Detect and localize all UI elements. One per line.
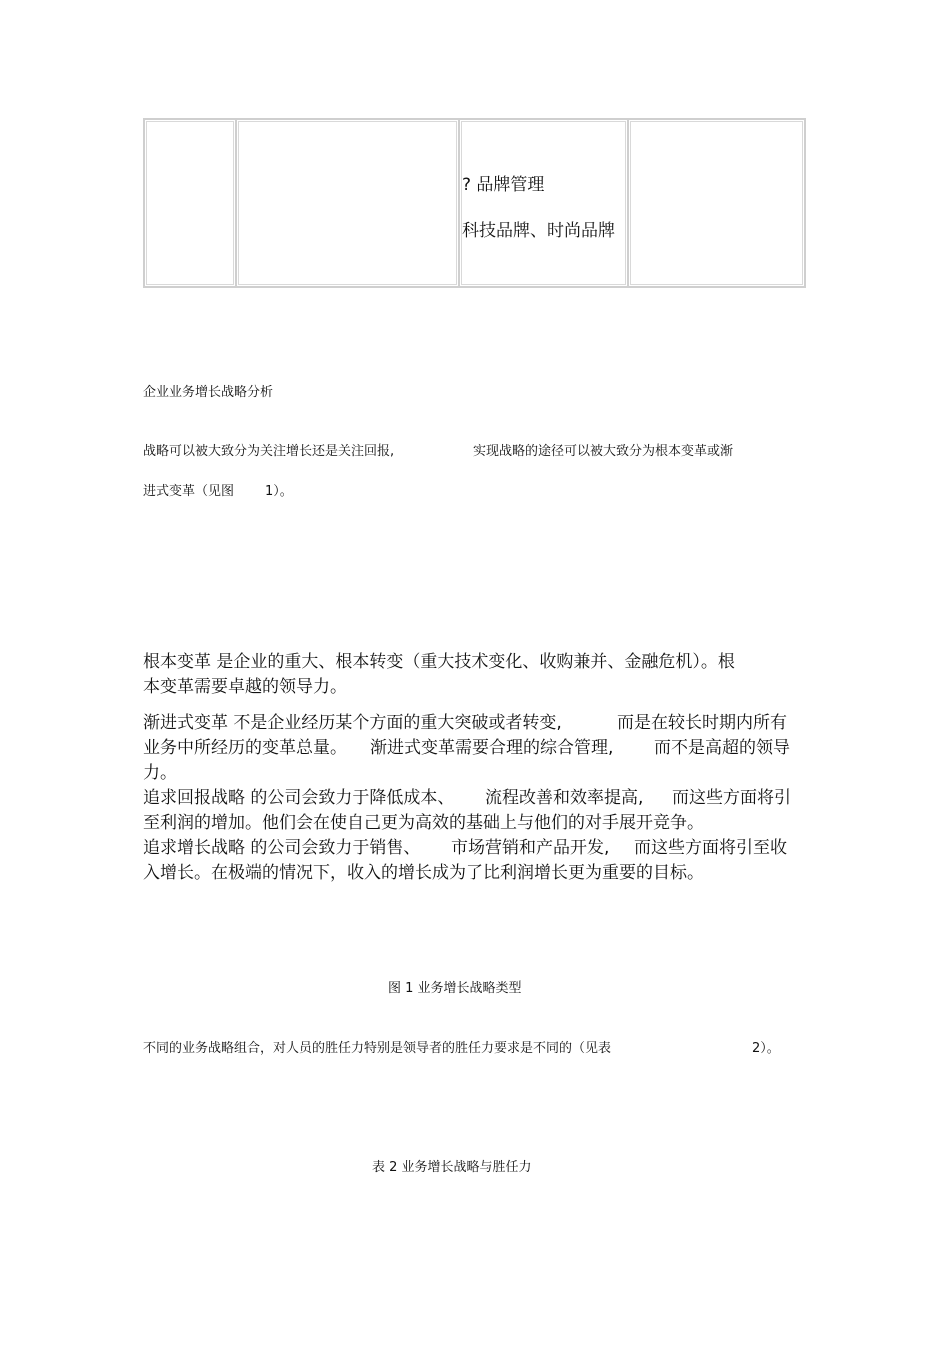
table-cell-3-line-2: 科技品牌、时尚品牌 [462,221,615,241]
growth-strategy-line-1b: 市场营销和产品开发, [451,838,610,858]
intro-line-2-part-b: 1）。 [265,484,293,499]
return-strategy-line-1c: 而这些方面将引 [672,788,791,808]
incremental-change-line-3: 力。 [143,763,177,783]
section-title: 企业业务增长战略分析 [143,385,274,400]
table-caption: 表 2 业务增长战略与胜任力 [372,1160,532,1175]
table-cell-3-line-1: ? 品牌管理 [462,175,545,195]
intro-line-1-part-a: 战略可以被大致分为关注增长还是关注回报, [143,444,395,459]
growth-strategy-line-2: 入增长。在极端的情况下，收入的增长成为了比利润增长更为重要的目标。 [143,863,704,883]
incremental-change-line-2a: 业务中所经历的变革总量。 [143,738,347,758]
intro-line-1-part-b: 实现战略的途径可以被大致分为根本变革或渐 [473,444,734,459]
figure-caption: 图 1 业务增长战略类型 [388,981,522,996]
table-cell-2 [235,118,460,288]
incremental-change-line-1b: 而是在较长时期内所有 [617,713,787,733]
incremental-change-line-2c: 而不是高超的领导 [654,738,790,758]
return-strategy-line-1a: 追求回报战略 的公司会致力于降低成本、 [143,788,455,808]
table-cell-1 [143,118,237,288]
table-cell-4 [627,118,806,288]
incremental-change-line-1a: 渐进式变革 不是企业经历某个方面的重大突破或者转变, [143,713,562,733]
growth-strategy-line-1c: 而这些方面将引至收 [634,838,787,858]
radical-change-line-2: 本变革需要卓越的领导力。 [143,677,347,697]
incremental-change-line-2b: 渐进式变革需要合理的综合管理, [370,738,614,758]
radical-change-line-1: 根本变革 是企业的重大、根本转变（重大技术变化、收购兼并、金融危机）。根 [143,652,735,672]
growth-strategy-line-1a: 追求增长战略 的公司会致力于销售、 [143,838,421,858]
combination-line-a: 不同的业务战略组合，对人员的胜任力特别是领导者的胜任力要求是不同的（见表 [143,1041,612,1056]
combination-line-b: 2）。 [752,1041,780,1056]
return-strategy-line-2: 至利润的增加。他们会在使自己更为高效的基础上与他们的对手展开竞争。 [143,813,704,833]
table-cell-3 [458,118,629,288]
return-strategy-line-1b: 流程改善和效率提高, [485,788,644,808]
strategy-table-fragment [143,118,806,288]
intro-line-2-part-a: 进式变革（见图 [143,484,235,499]
